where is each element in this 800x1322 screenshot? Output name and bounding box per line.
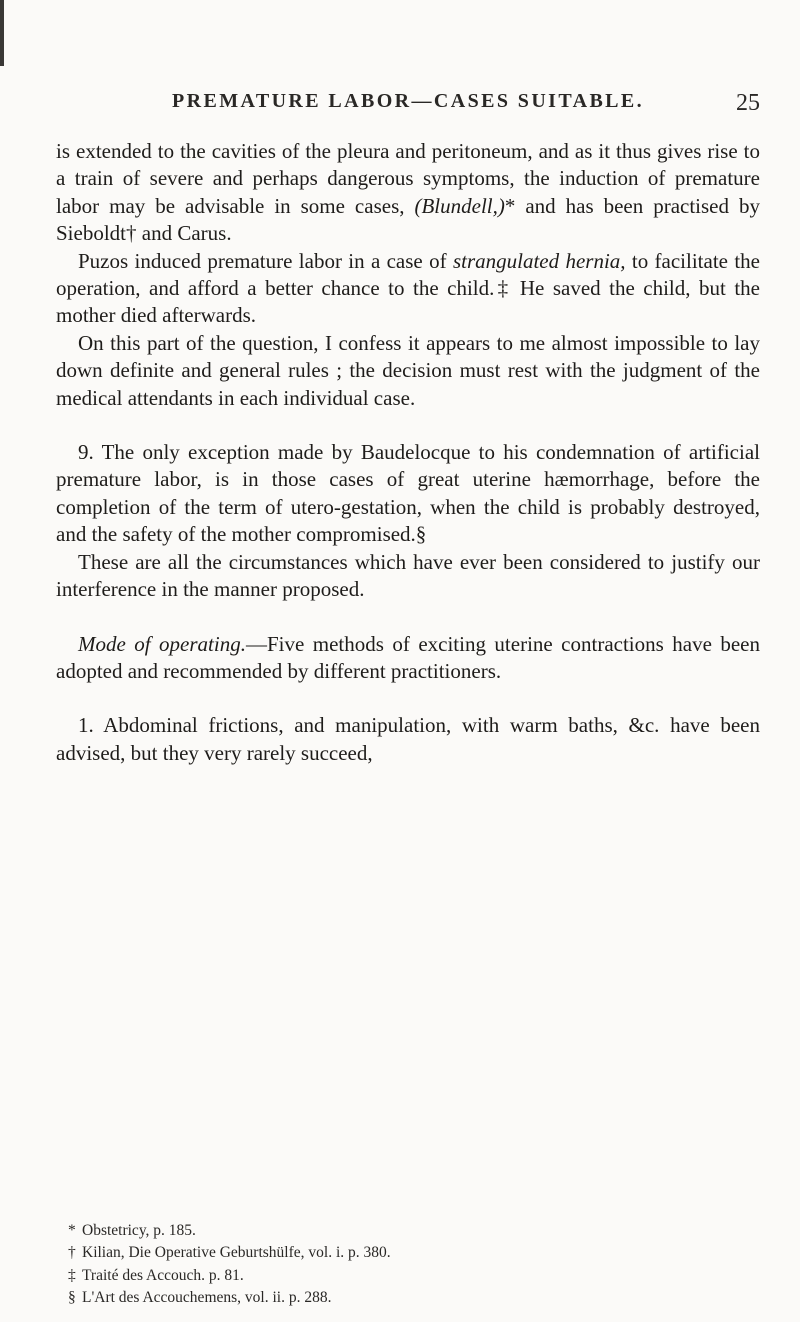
footnote-text: Obstetricy, p. 185.: [82, 1222, 196, 1239]
paragraph-2-text: Puzos induced premature labor in a case of: [78, 248, 453, 273]
paragraph-6-text: —Five methods of exciting uterine contractions have been adopted and recommended by different practitioners.: [56, 631, 760, 683]
footnote: [68, 1242, 760, 1264]
citation-blundell: (Blundell,): [414, 193, 505, 218]
footnote: [68, 1265, 760, 1287]
footnotes: [68, 1220, 760, 1309]
paragraph-1-text: is extended to the cavities of the pleura and peritoneum, and as it thus gives rise to a train of severe and perhaps dangerous symptoms, the induction of premature labor may be advisable in some cases,: [56, 139, 760, 218]
binding-edge: [0, 0, 4, 66]
footnote-text: L'Art des Accouchemens, vol. ii. p. 288.: [82, 1288, 332, 1306]
footnote-text: Traité des Accouch. p. 81.: [82, 1266, 244, 1284]
footnote-mark: †: [68, 1244, 76, 1262]
paragraph-4: 9. The only exception made by Baudelocque to his condemnation of artificial premature labor, is in those cases of great uterine hæmorrhage, before the completion of the term of utero-gestation, when the child is probably destroyed, and the safety of the mother compromised.§: [56, 440, 760, 547]
running-title: PREMATURE LABOR—CASES SUITABLE.: [172, 90, 645, 112]
paragraph-1-text-end: * and has been practised by Sieboldt† and Carus.: [56, 193, 760, 246]
paragraph-6: [56, 631, 760, 686]
footnote-mark: §: [68, 1288, 76, 1306]
section-heading-mode-of-operating: Mode of operating.: [78, 631, 246, 656]
page-header: [56, 90, 760, 122]
footnote-mark: ‡: [68, 1266, 76, 1284]
footnote-text: Kilian, Die Operative Geburtshülfe, vol. i. p. 380.: [82, 1244, 391, 1262]
footnote-mark: *: [68, 1222, 76, 1239]
paragraph-2-text-end: to facilitate the operation, and afford a better chance to the child.‡ He saved the child, but the mother died afterwards.: [56, 248, 760, 328]
paragraph-5: These are all the circumstances which have ever been considered to justify our interference in the manner proposed.: [56, 549, 760, 602]
body-text: [56, 138, 760, 767]
term-strangulated-hernia: strangulated hernia,: [452, 248, 626, 273]
paragraph-7: 1. Abdominal frictions, and manipulation, with warm baths, &c. have been advised, but they very rarely succeed,: [56, 713, 760, 765]
footnote: [68, 1287, 760, 1309]
page-number: 25: [736, 90, 760, 116]
paragraph-1: [56, 138, 760, 248]
paragraph-3: On this part of the question, I confess it appears to me almost impossible to lay down definite and general rules ; the decision must rest with the judgment of the medical attendants in each individual case.: [56, 330, 760, 410]
footnote: [68, 1220, 760, 1242]
paragraph-2: [56, 248, 760, 330]
